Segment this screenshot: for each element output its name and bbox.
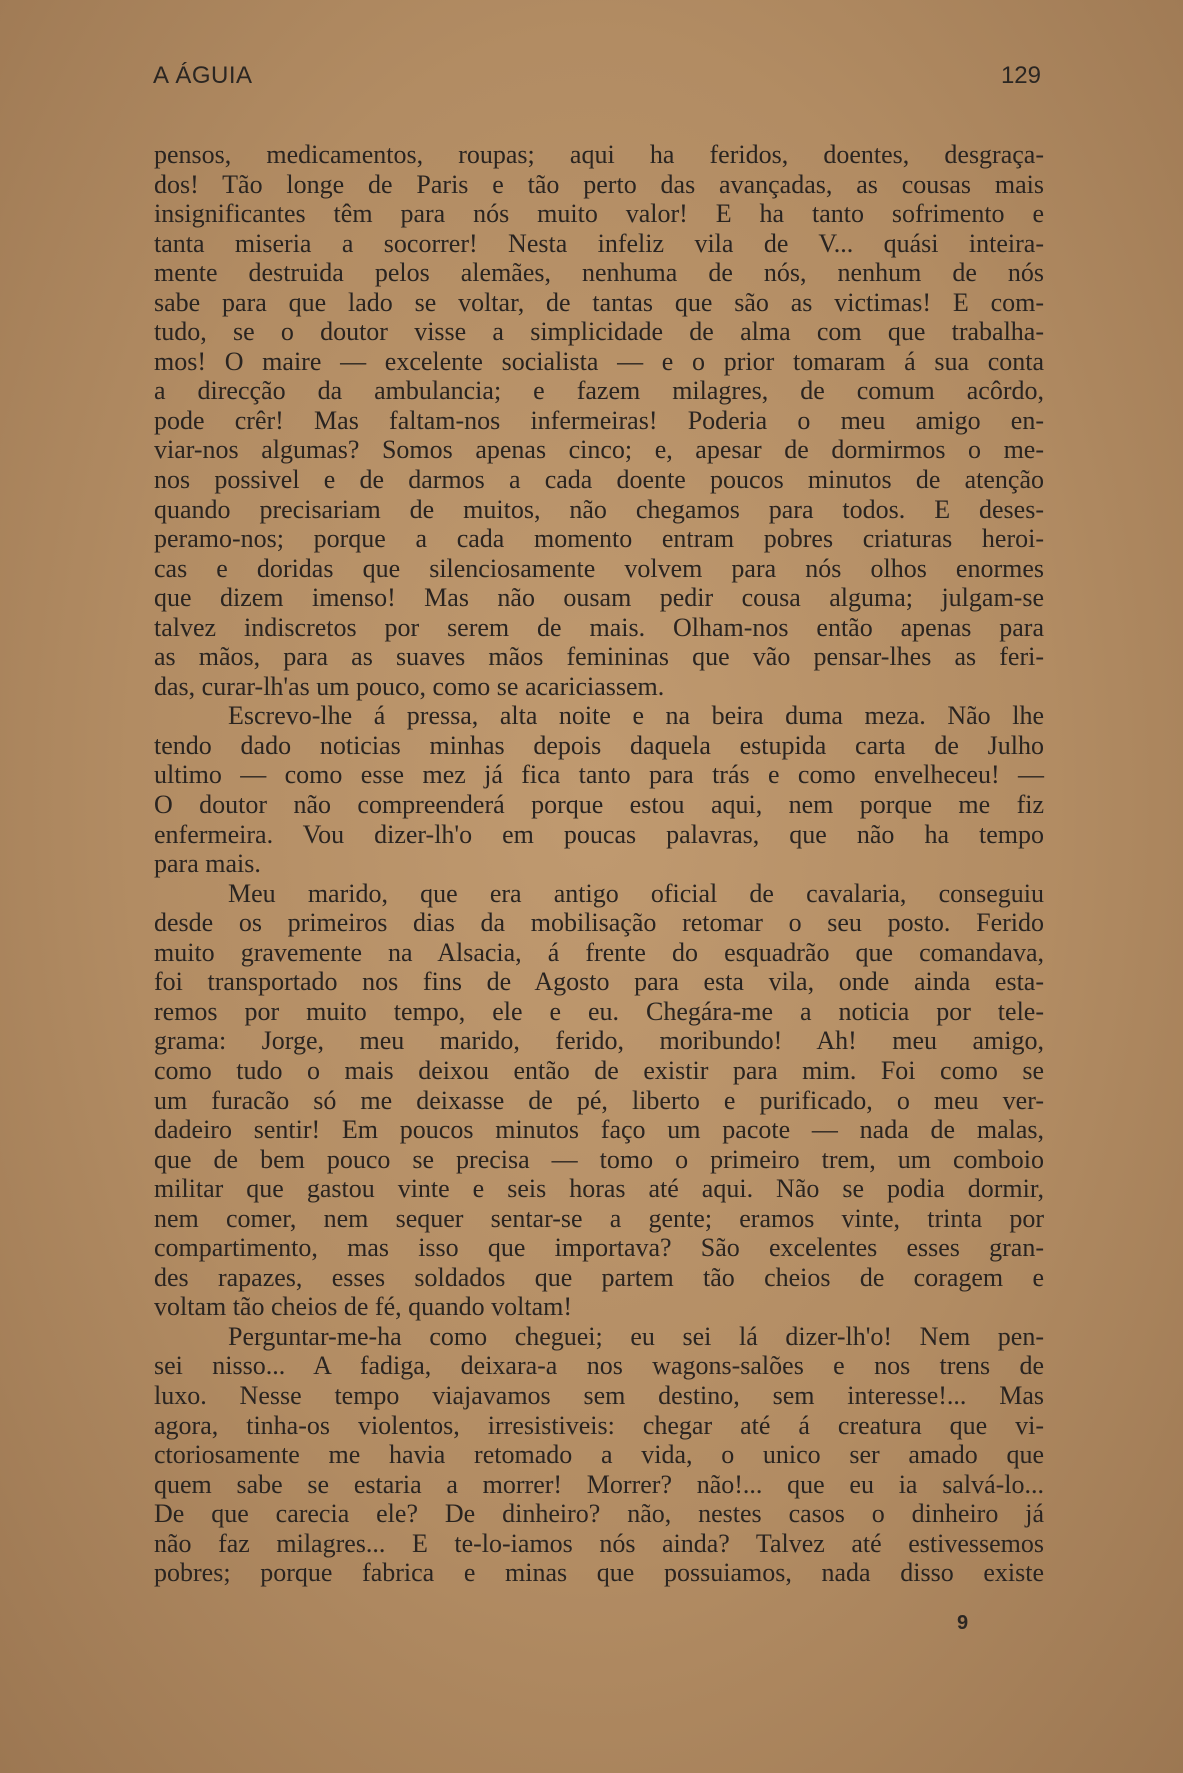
paragraph-first-line: Meu marido, que era antigo oficial de cavalaria, conseguiu <box>228 878 1044 908</box>
text-line: tanta miseria a socorrer! Nesta infeliz vila de V... quási inteira- <box>154 228 1044 258</box>
text-line: como tudo o mais deixou então de existir para mim. Foi como se <box>154 1055 1044 1085</box>
text-line: desde os primeiros dias da mobilisação retomar o seu posto. Ferido <box>154 908 1044 938</box>
text-line: sabe para que lado se voltar, de tantas que são as victimas! E com- <box>154 287 1044 317</box>
text-line: mente destruida pelos alemães, nenhuma de nós, nenhum de nós <box>154 258 1044 288</box>
text-line: nos possivel e de darmos a cada doente poucos minutos de atenção <box>154 465 1044 495</box>
text-line: talvez indiscretos por serem de mais. Olham-nos então apenas para <box>154 612 1044 642</box>
text-line: cas e doridas que silenciosamente volvem para nós olhos enormes <box>154 553 1044 583</box>
signature-mark: 9 <box>957 1612 969 1634</box>
text-line: insignificantes têm para nós muito valor! E ha tanto sofrimento e <box>154 199 1044 229</box>
text-line: ctoriosamente me havia retomado a vida, o unico ser amado que <box>154 1440 1044 1470</box>
text-line: as mãos, para as suaves mãos femininas que vão pensar-lhes as feri- <box>154 642 1044 672</box>
text-line: dadeiro sentir! Em poucos minutos faço um pacote — nada de malas, <box>154 1115 1044 1145</box>
text-line: luxo. Nesse tempo viajavamos sem destino, sem interesse!... Mas <box>154 1380 1044 1410</box>
text-line: sei nisso... A fadiga, deixara-a nos wagons-salões e nos trens de <box>154 1351 1044 1381</box>
text-line: quem sabe se estaria a morrer! Morrer? não!... que eu ia salvá-lo... <box>154 1469 1044 1499</box>
text-line: tendo dado noticias minhas depois daquela estupida carta de Julho <box>154 730 1044 760</box>
text-line: des rapazes, esses soldados que partem tão cheios de coragem e <box>154 1262 1044 1292</box>
text-line: pode crêr! Mas faltam-nos infermeiras! Poderia o meu amigo en- <box>154 405 1044 435</box>
text-line: O doutor não compreenderá porque estou aqui, nem porque me fiz <box>154 790 1044 820</box>
body-text <box>154 140 1044 1588</box>
text-line: pobres; porque fabrica e minas que possuiamos, nada disso existe <box>154 1558 1044 1588</box>
text-line: nem comer, nem sequer sentar-se a gente; eramos vinte, trinta por <box>154 1203 1044 1233</box>
text-line: De que carecia ele? De dinheiro? não, nestes casos o dinheiro já <box>154 1499 1044 1529</box>
text-line: que de bem pouco se precisa — tomo o primeiro trem, um comboio <box>154 1144 1044 1174</box>
text-line: para mais. <box>154 849 261 879</box>
text-line: militar que gastou vinte e seis horas até aqui. Não se podia dormir, <box>154 1174 1044 1204</box>
text-line: foi transportado nos fins de Agosto para esta vila, onde ainda esta- <box>154 967 1044 997</box>
text-line: ultimo — como esse mez já fica tanto para trás e como envelheceu! — <box>154 760 1044 790</box>
text-line: voltam tão cheios de fé, quando voltam! <box>154 1292 573 1322</box>
paragraph-first-line: Escrevo-lhe á pressa, alta noite e na beira duma meza. Não lhe <box>228 701 1044 731</box>
text-line: a direcção da ambulancia; e fazem milagres, de comum acôrdo, <box>154 376 1044 406</box>
text-line: enfermeira. Vou dizer-lh'o em poucas palavras, que não ha tempo <box>154 819 1044 849</box>
text-line: mos! O maire — excelente socialista — e o prior tomaram á sua conta <box>154 346 1044 376</box>
text-line: remos por muito tempo, ele e eu. Chegára-me a noticia por tele- <box>154 996 1044 1026</box>
text-line: muito gravemente na Alsacia, á frente do esquadrão que comandava, <box>154 937 1044 967</box>
text-line: das, curar-lh'as um pouco, como se acariciassem. <box>154 671 665 701</box>
running-head <box>153 62 1041 96</box>
text-line: agora, tinha-os violentos, irresistiveis: chegar até á creatura que vi- <box>154 1410 1044 1440</box>
text-line: quando precisariam de muitos, não chegamos para todos. E deses- <box>154 494 1044 524</box>
text-line: peramo-nos; porque a cada momento entram pobres criaturas heroi- <box>154 524 1044 554</box>
text-line: viar-nos algumas? Somos apenas cinco; e, apesar de dormirmos o me- <box>154 435 1044 465</box>
text-line: pensos, medicamentos, roupas; aqui ha feridos, doentes, desgraça- <box>154 140 1044 169</box>
paragraph-first-line: Perguntar-me-ha como cheguei; eu sei lá dizer-lh'o! Nem pen- <box>228 1321 1044 1351</box>
text-line: grama: Jorge, meu marido, ferido, moribundo! Ah! meu amigo, <box>154 1026 1044 1056</box>
running-title: A ÁGUIA <box>153 62 253 89</box>
text-line: dos! Tão longe de Paris e tão perto das avançadas, as cousas mais <box>154 169 1044 199</box>
text-line: um furacão só me deixasse de pé, liberto e purificado, o meu ver- <box>154 1085 1044 1115</box>
text-line: que dizem imenso! Mas não ousam pedir cousa alguma; julgam-se <box>154 583 1044 613</box>
text-line: tudo, se o doutor visse a simplicidade de alma com que trabalha- <box>154 317 1044 347</box>
page-number: 129 <box>1000 62 1041 89</box>
text-line: não faz milagres... E te-lo-iamos nós ainda? Talvez até estivessemos <box>154 1528 1044 1558</box>
text-line: compartimento, mas isso que importava? São excelentes esses gran- <box>154 1233 1044 1263</box>
